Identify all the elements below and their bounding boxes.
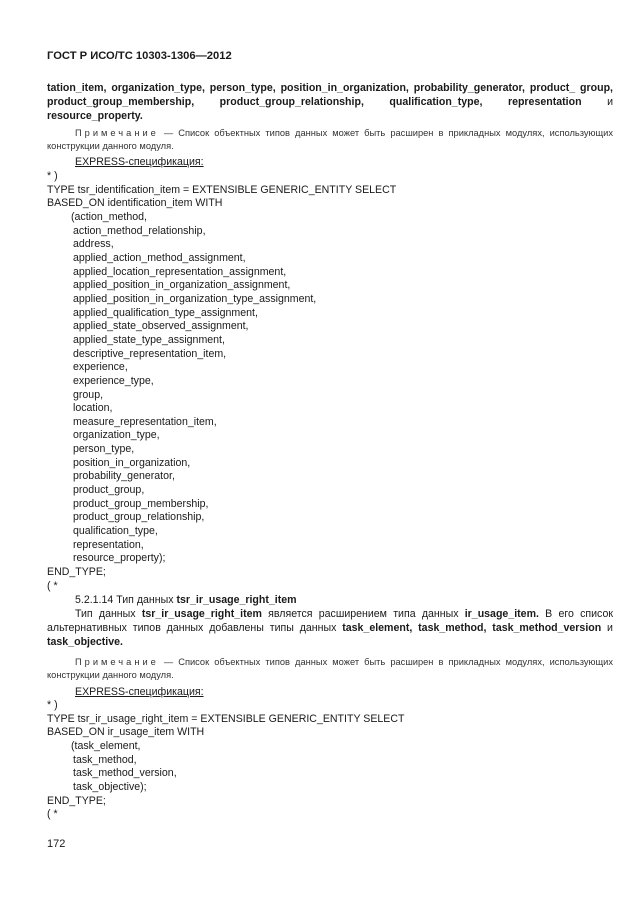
text: В его список альтернативных типов данных добавлены типы данных (47, 608, 613, 634)
note-label: Примечание (75, 128, 159, 138)
type-list-last: resource_property. (47, 110, 143, 122)
code-line: END_TYPE; (47, 794, 106, 807)
section-5-2-1-14 (47, 593, 613, 649)
section-paragraph (47, 607, 613, 649)
note-1 (47, 127, 613, 153)
text: и (601, 622, 613, 634)
conjunction: и (581, 96, 613, 108)
express-code-2 (47, 699, 613, 822)
code-line: experience, (73, 361, 128, 374)
code-line: resource_property); (73, 552, 166, 565)
code-line: position_in_organization, (73, 456, 191, 469)
code-line: descriptive_representation_item, (73, 347, 227, 360)
code-line: organization_type, (73, 429, 160, 442)
section-name: tsr_ir_usage_right_item (176, 594, 297, 606)
text: tsr_ir_usage_right_item (141, 608, 262, 620)
code-line: task_method_version, (73, 767, 177, 780)
express-label-1 (47, 156, 613, 168)
code-line: BASED_ON identification_item WITH (47, 197, 223, 210)
code-line: (action_method, (71, 210, 147, 223)
express-label-text: EXPRESS-спецификация: (75, 686, 204, 698)
code-line: address, (73, 238, 114, 251)
code-line: applied_action_method_assignment, (73, 251, 246, 264)
page-number: 172 (47, 838, 66, 850)
code-line: experience_type, (73, 374, 154, 387)
express-code-1 (47, 170, 613, 593)
code-line: applied_location_representation_assignment, (73, 265, 287, 278)
text: ir_usage_item. (464, 608, 539, 620)
code-line: representation, (73, 538, 144, 551)
code-line: (task_element, (71, 739, 141, 752)
code-line: qualification_type, (73, 525, 158, 538)
express-label-text: EXPRESS-спецификация: (75, 156, 204, 168)
code-line: END_TYPE; (47, 566, 106, 579)
text: task_element, task_method, task_method_version (342, 622, 602, 634)
code-line: * ) (47, 170, 58, 182)
code-line: task_method, (73, 753, 137, 766)
note-label: Примечание (75, 657, 159, 667)
code-line: ( * (47, 808, 58, 821)
type-list: tation_item, organization_type, person_type, position_in_organization, probability_generator, product_ group, product_group_membership, product_group_relationship, qualification_type, representation (47, 82, 613, 108)
code-line: group, (73, 388, 104, 401)
code-line: action_method_relationship, (73, 224, 206, 237)
code-line: applied_state_observed_assignment, (73, 320, 249, 333)
code-line: person_type, (73, 443, 135, 456)
text: task_objective. (47, 636, 123, 648)
text: Тип данных (75, 608, 142, 620)
section-number: 5.2.1.14 Тип данных (75, 594, 177, 606)
code-line: ( * (47, 579, 58, 592)
code-line: TYPE tsr_identification_item = EXTENSIBLE GENERIC_ENTITY SELECT (47, 183, 397, 196)
code-line: product_group_relationship, (73, 511, 205, 524)
note-2 (47, 656, 613, 682)
note-text: — Список объектных типов данных может быть расширен в прикладных модулях, использующих конструкции данного модуля. (47, 128, 613, 151)
document-header: ГОСТ Р ИСО/ТС 10303-1306—2012 (47, 50, 232, 62)
code-line: probability_generator, (73, 470, 175, 483)
code-line: product_group_membership, (73, 497, 209, 510)
express-label-2 (47, 686, 613, 698)
code-line: location, (73, 402, 113, 415)
code-line: task_objective); (73, 780, 147, 793)
section-heading (47, 593, 613, 607)
intro-paragraph (47, 81, 613, 123)
code-line: applied_position_in_organization_type_assignment, (73, 292, 317, 305)
code-line: applied_qualification_type_assignment, (73, 306, 258, 319)
code-line: applied_state_type_assignment, (73, 333, 225, 346)
code-line: applied_position_in_organization_assignment, (73, 279, 291, 292)
note-text: — Список объектных типов данных может быть расширен в прикладных модулях, использующих конструкции данного модуля. (47, 657, 613, 680)
code-line: measure_representation_item, (73, 415, 217, 428)
code-line: BASED_ON ir_usage_item WITH (47, 726, 205, 739)
code-line: * ) (47, 699, 58, 711)
text: является расширением типа данных (261, 608, 465, 620)
code-line: TYPE tsr_ir_usage_right_item = EXTENSIBLE GENERIC_ENTITY SELECT (47, 712, 405, 725)
code-line: product_group, (73, 484, 145, 497)
